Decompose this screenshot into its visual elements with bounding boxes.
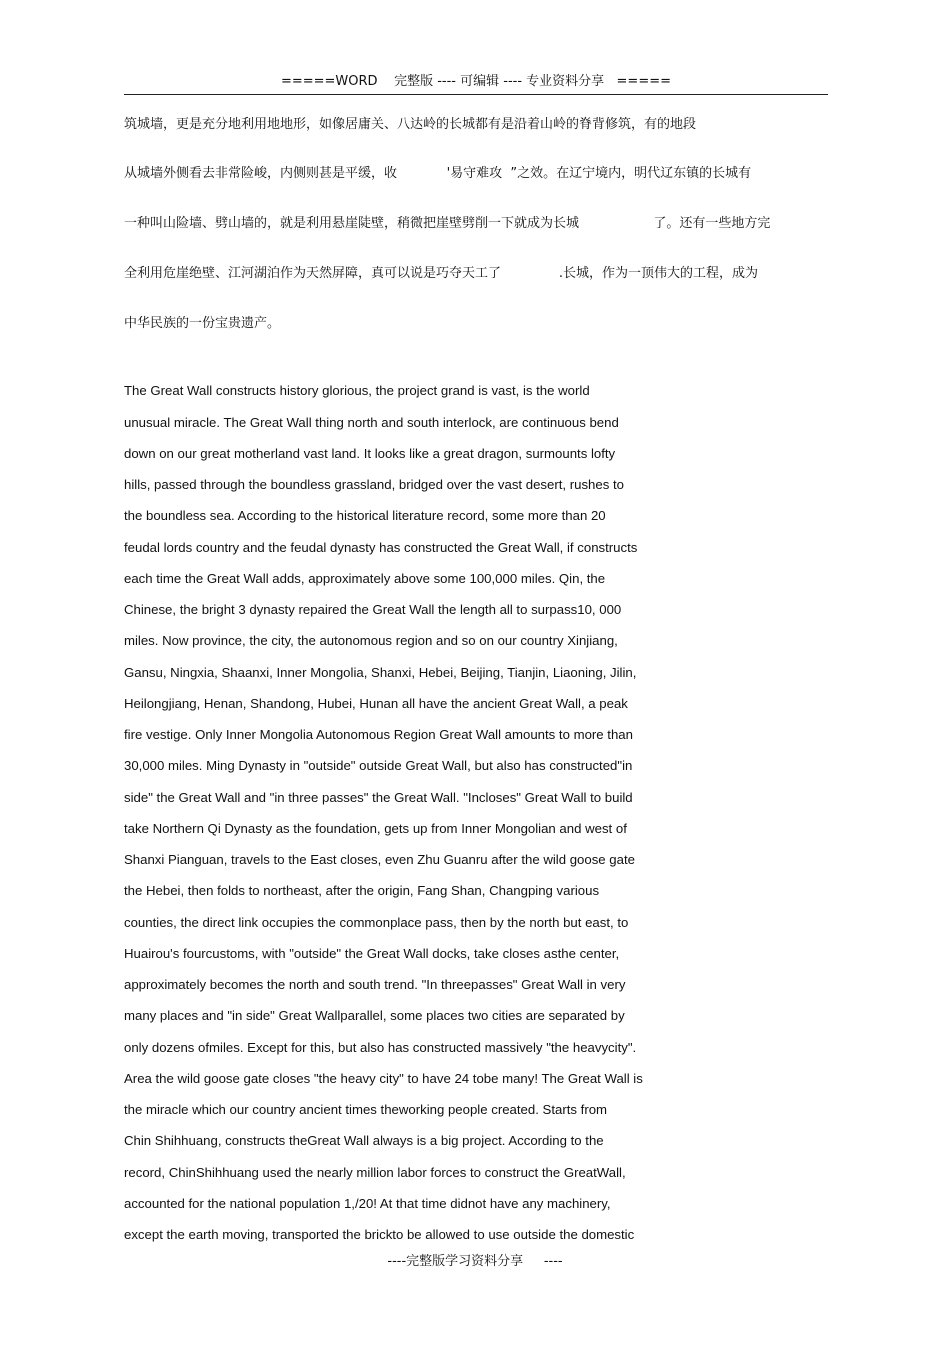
english-line: many places and "in side" Great Wallparallel, some places two cities are separated by xyxy=(124,1008,625,1023)
english-line: Area the wild goose gate closes "the heavy city" to have 24 tobe many! The Great Wall is xyxy=(124,1071,643,1086)
english-line: take Northern Qi Dynasty as the foundation, gets up from Inner Mongolian and west of xyxy=(124,821,627,836)
english-line: down on our great motherland vast land. It looks like a great dragon, surmounts lofty xyxy=(124,446,616,461)
english-line: 30,000 miles. Ming Dynasty in "outside" outside Great Wall, but also has constructed"in xyxy=(124,758,633,773)
chinese-line: 筑城墙，更是充分地利用地地形，如像居庸关、八达岭的长城都有是沿着山岭的脊背修筑，有的地段 xyxy=(124,117,697,132)
english-line: hills, passed through the boundless grassland, bridged over the vast desert, rushes to xyxy=(124,477,624,492)
english-line: Heilongjiang, Henan, Shandong, Hubei, Hunan all have the ancient Great Wall, a peak xyxy=(124,696,628,711)
page-header: =====WORD 完整版 ---- 可编辑 ---- 专业资料分享 ===== xyxy=(124,72,828,95)
english-line: Huairou's fourcustoms, with "outside" the Great Wall docks, take closes asthe center, xyxy=(124,946,620,961)
chinese-line: 中华民族的一份宝贵遗产。 xyxy=(124,316,281,331)
english-line: counties, the direct link occupies the commonplace pass, then by the north but east, to xyxy=(124,915,629,930)
english-line: miles. Now province, the city, the autonomous region and so on our country Xinjiang, xyxy=(124,633,618,648)
english-line: record, ChinShihhuang used the nearly million labor forces to construct the GreatWall, xyxy=(124,1165,626,1180)
chinese-line: 从城墙外侧看去非常险峻，内侧则甚是平缓，收 '易守难攻 ”之效。在辽宁境内，明代辽东镇的长城有 xyxy=(124,166,752,181)
english-line: each time the Great Wall adds, approximately above some 100,000 miles. Qin, the xyxy=(124,571,606,586)
english-line: fire vestige. Only Inner Mongolia Autonomous Region Great Wall amounts to more than xyxy=(124,727,633,742)
english-line: except the earth moving, transported the brickto be allowed to use outside the domestic xyxy=(124,1227,635,1242)
english-line: approximately becomes the north and south trend. "In threepasses" Great Wall in very xyxy=(124,977,626,992)
english-line: the Hebei, then folds to northeast, after the origin, Fang Shan, Changping various xyxy=(124,883,600,898)
english-line: the boundless sea. According to the historical literature record, some more than 20 xyxy=(124,508,606,523)
english-line: Shanxi Pianguan, travels to the East closes, even Zhu Guanru after the wild goose gate xyxy=(124,852,635,867)
chinese-line: 一种叫山险墙、劈山墙的，就是利用悬崖陡壁，稍微把崖壁劈削一下就成为长城 了。还有一些地方完 xyxy=(124,216,771,231)
english-line: accounted for the national population 1,/20! At that time didnot have any machinery, xyxy=(124,1196,611,1211)
english-line: Chin Shihhuang, constructs theGreat Wall always is a big project. According to the xyxy=(124,1133,604,1148)
page-footer: ----完整版学习资料分享 ---- xyxy=(387,1254,563,1269)
english-line: Chinese, the bright 3 dynasty repaired the Great Wall the length all to surpass10, 000 xyxy=(124,602,622,617)
english-line: only dozens ofmiles. Except for this, but also has constructed massively "the heavycity". xyxy=(124,1040,637,1055)
english-line: unusual miracle. The Great Wall thing north and south interlock, are continuous bend xyxy=(124,415,619,430)
english-line: the miracle which our country ancient times theworking people created. Starts from xyxy=(124,1102,608,1117)
chinese-line: 全利用危崖绝壁、江河湖泊作为天然屏障，真可以说是巧夺天工了 .长城，作为一顶伟大的工程，成为 xyxy=(124,266,758,281)
english-line: feudal lords country and the feudal dynasty has constructed the Great Wall, if constructs xyxy=(124,540,638,555)
english-line: The Great Wall constructs history glorious, the project grand is vast, is the world xyxy=(124,383,590,398)
english-line: side" the Great Wall and "in three passes" the Great Wall. "Incloses" Great Wall to build xyxy=(124,790,633,805)
english-line: Gansu, Ningxia, Shaanxi, Inner Mongolia, Shanxi, Hebei, Beijing, Tianjin, Liaoning, Jilin, xyxy=(124,665,637,680)
